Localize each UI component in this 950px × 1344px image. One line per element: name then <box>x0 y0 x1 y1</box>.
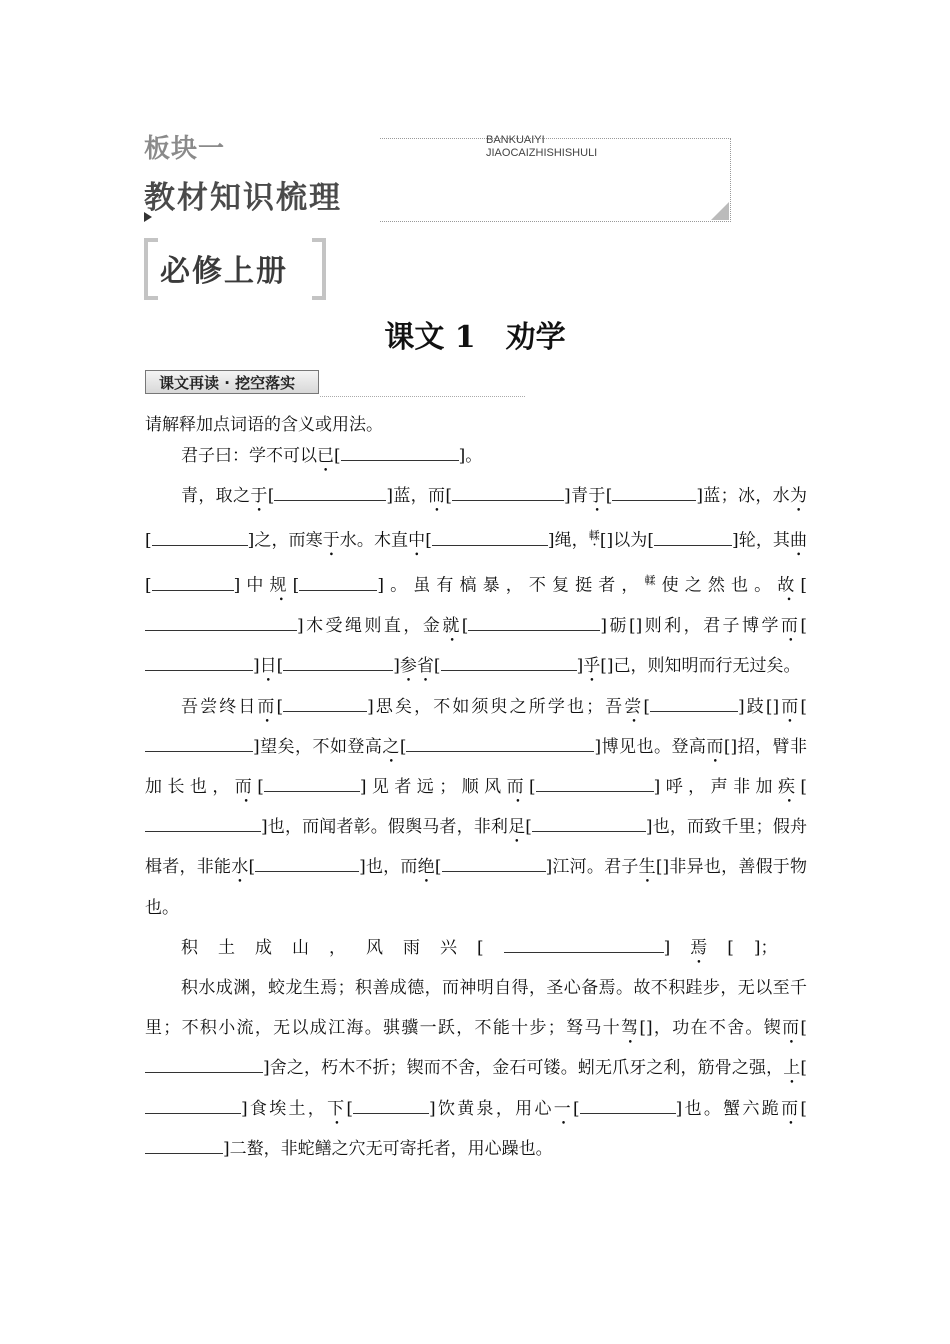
answer-blank[interactable] <box>654 530 732 546</box>
answer-blank[interactable] <box>442 856 546 872</box>
answer-blank[interactable] <box>145 1057 263 1073</box>
answer-blank[interactable] <box>341 445 459 461</box>
answer-blank[interactable] <box>145 615 297 631</box>
arrow-icon <box>144 212 152 222</box>
answer-blank[interactable] <box>264 776 360 792</box>
answer-blank[interactable] <box>145 1138 223 1154</box>
answer-blank[interactable] <box>145 655 253 671</box>
volume-label: 必修上册 <box>160 254 288 289</box>
answer-blank[interactable] <box>441 655 577 671</box>
answer-blank[interactable] <box>353 1098 429 1114</box>
frame-corner-shade <box>711 202 729 220</box>
left-bracket <box>144 238 158 300</box>
answer-blank[interactable] <box>274 485 386 501</box>
volume-badge <box>144 238 326 294</box>
answer-blank[interactable] <box>152 575 234 591</box>
answer-blank[interactable] <box>145 1098 241 1114</box>
paragraph-3: 吾尝终日而[ ]思矣，不如须臾之所学也；吾尝[ ]跂[]而[]望矣，不如登高之[ ]博见也。登高而[]招，臂非加长也，而[ ]见者远；顺风而[ ]呼，声非加疾[]也，而闻者彰。假舆马者，非利足[ ]也，而致千里；假舟楫者，非能水[ ]也，而绝[ ]江河。君子生[]非异也，善假于物也。 <box>145 696 808 918</box>
instruction: 请解释加点词语的含义或用法。 <box>145 415 383 435</box>
section-tag <box>145 370 320 394</box>
paragraph-2: 青，取之于[ ]蓝，而[ ]青于[ ]蓝；冰，水为[ ]之，而寒于水。木直中[ ]绳，$^輮$[]以为[ ]轮，其曲[ ]中规[ ]。虽有槁暴，不复挺者，$^輮$使之然也。故[]木受绳则直，金就[ ]砺[]则利，君子博学而[]日[ ]参省[ ]乎[]己，则知明而行无过矣。 <box>145 486 808 677</box>
answer-blank[interactable] <box>432 530 548 546</box>
answer-blank[interactable] <box>255 856 359 872</box>
section-tag-label: 课文再读 · 挖空落实 <box>159 374 296 392</box>
paragraph-4: 积土成山，风雨兴[ ]焉[]； <box>181 937 778 958</box>
answer-blank[interactable] <box>580 1098 676 1114</box>
pinyin-line-1: BANKUAIYI <box>486 134 545 146</box>
answer-blank[interactable] <box>406 736 594 752</box>
right-bracket <box>312 238 326 300</box>
block-title: 教材知识梳理 <box>144 180 342 216</box>
answer-blank[interactable] <box>536 776 654 792</box>
answer-blank[interactable] <box>283 696 367 712</box>
block-label: 板块一 <box>144 134 226 164</box>
answer-blank[interactable] <box>452 485 564 501</box>
paragraph-1: 君子曰：学不可以已[ ]。 <box>181 446 483 466</box>
answer-blank[interactable] <box>145 736 253 752</box>
exercise-text <box>145 436 807 1169</box>
answer-blank[interactable] <box>283 655 393 671</box>
pinyin-line-2: JIAOCAIZHISHISHULI <box>486 147 598 159</box>
answer-blank[interactable] <box>145 816 261 832</box>
pinyin-caption <box>486 134 597 160</box>
answer-blank[interactable] <box>299 575 377 591</box>
answer-blank[interactable] <box>152 530 248 546</box>
lesson-title: 课文 1 劝学 <box>384 320 566 355</box>
answer-blank[interactable] <box>532 816 646 832</box>
answer-blank[interactable] <box>612 485 696 501</box>
section-divider <box>320 396 525 397</box>
paragraph-5: 积水成渊，蛟龙生焉；积善成德，而神明自得，圣心备焉。故不积跬步，无以至千里；不积小流，无以成江海。骐骥一跃，不能十步；驽马十驾[]，功在不舍。锲而[]舍之，朽木不折；锲而不舍，金石可镂。蚓无爪牙之利，筋骨之强，上[]食埃土，下[ ]饮黄泉，用心一[ ]也。蟹六跪而[]二螯，非蛇鳝之穴无可寄托者，用心躁也。 <box>145 977 808 1159</box>
answer-blank[interactable] <box>650 696 738 712</box>
answer-blank[interactable] <box>504 937 664 953</box>
answer-blank[interactable] <box>468 615 600 631</box>
section-header <box>140 126 735 226</box>
